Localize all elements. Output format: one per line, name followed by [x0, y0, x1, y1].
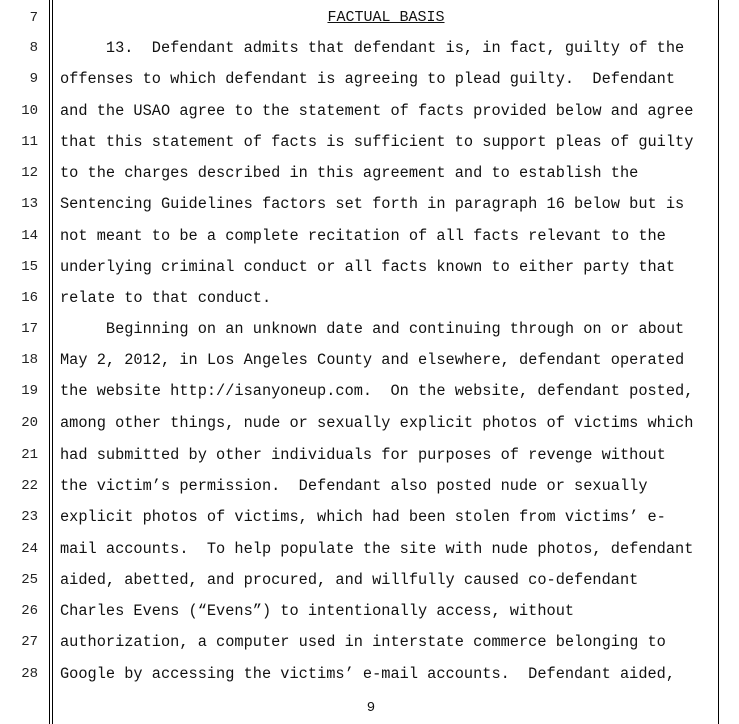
text-line: not meant to be a complete recitation of all facts relevant to the	[60, 227, 666, 245]
line-number: 12	[21, 165, 38, 181]
text-line: mail accounts. To help populate the site with nude photos, defendant	[60, 540, 694, 558]
line-number: 8	[29, 40, 38, 56]
line-number: 26	[21, 603, 38, 619]
text-line: the victim’s permission. Defendant also posted nude or sexually	[60, 477, 648, 495]
line-number: 23	[21, 509, 38, 525]
margin-rule-left-inner	[52, 0, 53, 724]
line-number: 19	[21, 383, 38, 399]
line-number: 10	[21, 103, 38, 119]
line-number: 22	[21, 478, 38, 494]
text-line: Sentencing Guidelines factors set forth in paragraph 16 below but is	[60, 195, 685, 213]
line-number: 20	[21, 415, 38, 431]
text-line: May 2, 2012, in Los Angeles County and elsewhere, defendant operated	[60, 351, 685, 369]
text-line: aided, abetted, and procured, and willfully caused co-defendant	[60, 571, 639, 589]
line-number: 27	[21, 634, 38, 650]
line-number: 16	[21, 290, 38, 306]
text-line: Beginning on an unknown date and continuing through on or about	[60, 320, 685, 338]
text-line: and the USAO agree to the statement of facts provided below and agree	[60, 102, 694, 120]
text-line: offenses to which defendant is agreeing to plead guilty. Defendant	[60, 70, 676, 88]
text-line: underlying criminal conduct or all facts known to either party that	[60, 258, 676, 276]
text-line: to the charges described in this agreement and to establish the	[60, 164, 639, 182]
line-number: 24	[21, 541, 38, 557]
line-number: 13	[21, 196, 38, 212]
text-line: among other things, nude or sexually explicit photos of victims which	[60, 414, 694, 432]
text-line: 13. Defendant admits that defendant is, in fact, guilty of the	[60, 39, 685, 57]
text-line: Google by accessing the victims’ e-mail accounts. Defendant aided,	[60, 665, 676, 683]
line-number: 18	[21, 352, 38, 368]
line-number: 14	[21, 228, 38, 244]
text-line: Charles Evens (“Evens”) to intentionally access, without	[60, 602, 575, 620]
section-heading: FACTUAL BASIS	[327, 9, 445, 26]
line-number: 21	[21, 447, 38, 463]
line-number: 7	[29, 10, 38, 26]
text-line: had submitted by other individuals for purposes of revenge without	[60, 446, 666, 464]
line-number: 25	[21, 572, 38, 588]
text-line: relate to that conduct.	[60, 289, 272, 307]
line-number: 15	[21, 259, 38, 275]
text-line: explicit photos of victims, which had been stolen from victims’ e-	[60, 508, 666, 526]
text-line: authorization, a computer used in interstate commerce belonging to	[60, 633, 666, 651]
line-number: 17	[21, 321, 38, 337]
line-number: 28	[21, 666, 38, 682]
line-number: 9	[29, 71, 38, 87]
text-line: that this statement of facts is sufficient to support pleas of guilty	[60, 133, 694, 151]
text-line: the website http://isanyoneup.com. On the website, defendant posted,	[60, 382, 694, 400]
line-number: 11	[21, 134, 38, 150]
margin-rule-left	[49, 0, 50, 724]
page-number: 9	[366, 700, 376, 716]
